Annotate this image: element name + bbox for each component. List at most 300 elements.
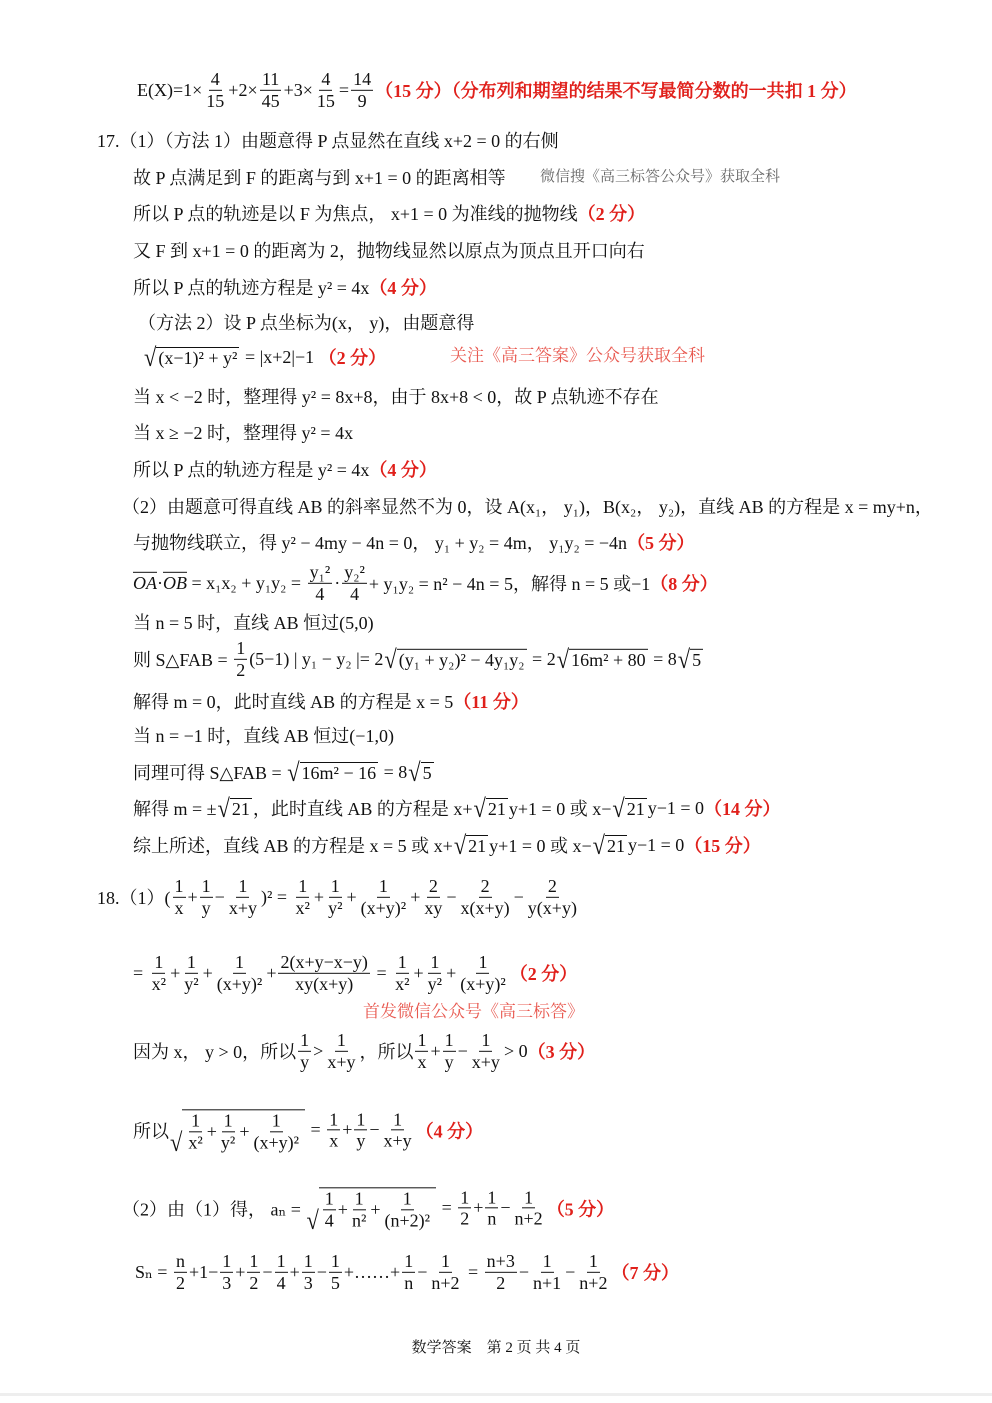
solution-line [122,1185,615,1235]
math-text: = 8 [648,648,677,669]
fraction-numerator: 1 [378,875,388,896]
square-root [287,757,378,787]
math-text: − [262,1261,273,1282]
fraction [200,876,213,918]
fraction-denominator: y [356,1130,366,1151]
fraction-denominator: (x+y)² [460,973,506,994]
fraction-numerator: 1 [174,875,184,896]
math-text: − [369,1119,380,1140]
fraction-denominator: x [174,897,184,918]
solution-line [133,164,506,190]
math-text: 21 [231,799,250,819]
solution-line [138,309,474,335]
fraction [359,876,409,918]
math-text: Sₙ = [135,1261,172,1282]
fraction [220,1251,233,1293]
math-text: = x₁x₂ + y₁y₂ = [187,572,306,593]
math-text: + [342,1119,353,1140]
fraction-numerator: 4 [321,68,331,89]
math-text: （方法 2）设 P 点坐标为(x， y)，由题意得 [138,313,475,333]
score-note: （8 分） [650,574,718,594]
fraction-denominator: x(x+y) [460,897,510,918]
math-text: − [565,1261,576,1282]
fraction [298,1030,311,1072]
math-text: y−1 = 0 [647,797,705,818]
fraction-numerator: 1 [303,1250,313,1271]
fraction [234,638,247,680]
math-text: + [170,962,181,983]
math-text: （2）由（1）得， aₙ = [122,1199,306,1219]
solution-line [133,419,353,445]
math-text: + [413,962,424,983]
math-text: 与抛物线联立，得 y² − 4my − 4n = 0， y₁ + y₂ = 4m， y₁y₂ = −4n [133,533,628,553]
fraction-denominator: x² [295,897,310,918]
solution-line [133,795,781,821]
math-text: 21 [626,799,645,819]
fraction-numerator: 1 [154,951,164,972]
math-text: + [446,962,457,983]
fraction-numerator: 4 [210,68,220,89]
fraction [315,69,337,111]
fraction [470,1030,502,1072]
math-text: ，此时直线 AB 的方程是 x+ [252,799,473,819]
fraction [326,876,344,918]
square-root [170,1107,305,1157]
fraction-numerator: n [175,1250,185,1271]
solution-line [133,1107,484,1157]
math-text: +1− [188,1261,219,1282]
fraction-numerator: 1 [478,951,488,972]
math-text: 5 [692,650,702,670]
fraction [350,1188,368,1230]
fraction-denominator: 3 [303,1272,313,1293]
fraction-denominator: y [444,1051,454,1072]
fraction [383,1188,433,1230]
math-text: 则 S△FAB = [133,650,233,670]
square-root [306,1185,436,1235]
math-text: 当 x < −2 时，整理得 y² = 8x+8，由于 8x+8 < 0，故 P 点轨迹不存在 [133,387,659,407]
math-text: + [337,1199,348,1219]
fraction-numerator: 1 [393,1108,403,1129]
fraction-numerator: y₁² [309,561,331,582]
fraction-numerator: 1 [324,1188,334,1209]
fraction-numerator: y₂² [344,561,365,582]
fraction [351,69,373,111]
watermark-search: 微信搜《高三标答公众号》获取全科 [540,169,781,185]
math-text: − [214,886,225,907]
radical-sign: √ [217,793,230,823]
math-text: · [334,572,341,593]
fraction-numerator: 1 [588,1250,598,1271]
fraction-numerator: 11 [261,68,280,89]
radical-sign: √ [287,757,300,787]
fraction [443,1030,456,1072]
radicand [230,798,252,820]
math-text: 所以 [133,1121,169,1141]
fraction [215,952,265,994]
watermark-follow: 关注《高三答案》公众号获取全科 [450,346,705,365]
radical-sign: √ [453,830,467,860]
math-text: 当 n = 5 时，直线 AB 恒过(5,0) [133,613,374,633]
solution-line [97,876,581,918]
radicand [569,649,648,671]
fraction [458,1187,471,1229]
fraction-denominator: 4 [350,583,360,604]
math-text: = [371,962,392,983]
fraction-numerator: 1 [542,1250,552,1271]
fraction-denominator: 2 [496,1272,506,1293]
fraction-denominator: x² [151,973,167,994]
fraction-numerator: 1 [222,1250,232,1271]
fraction-numerator: 1 [186,951,196,972]
math-text: 所以 P 点的轨迹方程是 y² = 4x [133,460,370,480]
fraction-numerator: 1 [249,1250,259,1271]
fraction-denominator: (x+y)² [216,973,263,994]
math-text: + y₁y₂ = n² − 4n = 5，解得 n = 5 或−1 [368,574,651,594]
solution-line [97,127,559,153]
vector: $\overline{OB}$ [163,572,187,593]
square-root [612,793,646,823]
radicand [625,798,647,820]
score-note: （2 分） [577,204,646,224]
solution-line [133,274,437,300]
fraction [251,1110,301,1152]
fraction-denominator: xy(x+y) [295,973,354,994]
fraction [458,952,508,994]
fraction-numerator: 1 [481,1029,491,1050]
solution-line [133,722,394,748]
radical-sign: √ [144,342,157,372]
fraction-numerator: 1 [298,875,308,896]
fraction-numerator: 1 [356,1108,366,1129]
solution-line [137,69,857,111]
score-note: （2 分） [318,348,387,368]
fraction-numerator: 2 [428,875,438,896]
fraction [354,1109,367,1151]
fraction [429,1251,461,1293]
fraction-denominator: n² [351,1210,367,1230]
math-text: = [463,1261,483,1282]
fraction-denominator: 4 [324,1210,334,1230]
fraction [260,69,282,111]
math-text: + [239,1121,250,1141]
fraction-numerator: 1 [440,1250,450,1271]
radical-sign: √ [473,793,486,823]
math-text: y+1 = 0 或 x− [508,799,612,819]
solution-line [135,1251,679,1293]
math-text: 综上所述，直线 AB 的方程是 x = 5 或 x+ [133,836,453,856]
fraction-numerator: 1 [329,1108,339,1129]
math-text: 故 P 点满足到 F 的距离与到 x+1 = 0 的距离相等 [133,168,506,188]
math-text: 21 [607,836,625,856]
math-text: + [410,886,421,907]
fraction [402,1251,415,1293]
radicand [605,835,627,857]
fraction-numerator: 1 [235,951,245,972]
math-text: 同理可得 S△FAB = [133,763,287,783]
solution-line [133,529,695,555]
score-note: （4 分） [369,278,437,298]
fraction-denominator: y² [328,897,343,918]
square-root [592,830,627,860]
math-text: ，所以 [359,1042,414,1062]
math-text: = [437,1197,457,1218]
math-text: + [430,1040,441,1061]
score-note: （4 分） [369,460,437,480]
fraction-denominator: (n+2)² [384,1210,431,1230]
fraction [393,952,411,994]
fraction [485,1251,517,1293]
fraction [329,1251,342,1293]
fraction [278,952,369,994]
math-text: )² = [260,886,292,907]
math-text: 18.（1）( [97,888,171,908]
radicand [421,762,434,784]
math-text: + [370,1199,381,1219]
radicand [319,1187,436,1230]
solution-line [133,609,374,635]
math-text: = [338,79,350,100]
math-text: 16m² − 16 [301,763,377,783]
fraction-numerator: 1 [330,1250,340,1271]
fraction-numerator: 1 [524,1186,534,1207]
score-note: （4 分） [415,1121,484,1141]
fraction [174,1251,187,1293]
fraction-numerator: 2 [480,875,490,896]
fraction-denominator: (x+y)² [253,1132,300,1152]
fraction [382,1109,414,1151]
score-note: （14 分） [704,799,781,819]
fraction [422,876,444,918]
math-text: − [513,886,524,907]
fraction-denominator: 15 [206,90,225,111]
math-text: − [518,1261,529,1282]
fraction-numerator: 1 [238,875,248,896]
fraction [302,1251,315,1293]
fraction-numerator: 1 [417,1029,427,1050]
radical-sign: √ [384,644,397,674]
math-text: > 0 [503,1040,528,1061]
fraction-denominator: xy [424,897,443,918]
fraction-denominator: n [487,1208,497,1229]
radical-sign: √ [677,644,691,674]
fraction-numerator: 1 [336,1029,346,1050]
fraction-numerator: 1 [430,951,440,972]
math-text: − [500,1197,511,1218]
math-text: y+1 = 0 或 x− [489,836,592,856]
fraction [204,69,226,111]
solution-line [143,344,386,370]
math-text: > [313,1040,324,1061]
math-text: 解得 m = 0，此时直线 AB 的方程是 x = 5 [133,692,454,712]
score-note: （2 分） [509,964,578,984]
math-text: E(X)=1× [137,79,203,100]
math-text: · [157,572,163,593]
fraction-denominator: y [300,1051,310,1072]
page-edge [0,1393,992,1396]
math-text: + [235,1261,246,1282]
solution-line [133,237,645,263]
solution-line [133,688,529,714]
fraction [526,876,579,918]
radicand [690,649,703,671]
solution-line [133,759,435,785]
fraction-numerator: 1 [223,1110,233,1131]
fraction [531,1251,563,1293]
math-text: 21 [487,799,506,819]
solution-line [133,383,659,409]
solution-line [122,493,933,519]
fraction-numerator: 1 [460,1186,470,1207]
fraction-numerator: 1 [201,875,211,896]
square-root [217,793,252,823]
fraction [513,1187,545,1229]
math-text: + [266,962,277,983]
radicand [182,1109,305,1152]
math-text: 当 n = −1 时，直线 AB 恒过(−1,0) [133,726,394,746]
math-text: +3× [283,79,313,100]
math-text: 解得 m = ± [133,799,217,819]
fraction-numerator: 14 [353,68,372,89]
fraction-denominator: 3 [222,1272,232,1293]
square-root [453,830,488,860]
radicand [486,798,508,820]
math-text: 所以 P 点的轨迹是以 F 为焦点， x+1 = 0 为准线的抛物线 [133,204,578,224]
fraction [227,876,259,918]
math-text: + [313,886,325,907]
square-root [473,793,508,823]
math-text: 16m² + 80 [571,650,646,670]
fraction [325,1030,357,1072]
fraction [247,1251,260,1293]
fraction [415,1030,428,1072]
solution-line [133,1030,595,1072]
fraction-numerator: 1 [271,1110,281,1131]
math-text: 5 [422,763,432,783]
math-text: (x−1)² + y² [158,348,238,368]
fraction-denominator: n [404,1272,414,1293]
radical-sign: √ [170,1127,183,1157]
fraction [294,876,312,918]
solution-line [133,200,645,226]
page-footer: 数学答案 第 2 页 共 4 页 [411,1340,581,1356]
fraction-denominator: x² [188,1132,203,1152]
fraction-denominator: x+y [327,1051,356,1072]
math-text: = [306,1119,326,1140]
math-text: + [346,886,357,907]
score-note: （3 分） [527,1042,596,1062]
fraction-denominator: x+y [228,897,257,918]
fraction-denominator: 4 [276,1272,286,1293]
math-text: 因为 x， y > 0，所以 [133,1042,297,1062]
fraction-denominator: n+1 [532,1272,562,1293]
score-note: （11 分） [453,692,529,712]
fraction-numerator: 1 [402,1188,412,1209]
fraction [323,1188,336,1230]
fraction [577,1251,609,1293]
fraction-denominator: y(x+y) [527,897,577,918]
radicand [466,835,488,857]
fraction-denominator: 2 [175,1272,185,1293]
fraction [459,876,512,918]
fraction-numerator: 2(x+y−x−y) [280,951,368,972]
fraction-denominator: y² [427,973,443,994]
fraction-denominator: 2 [249,1272,259,1293]
square-root [556,644,648,674]
square-root [384,644,526,674]
fraction [426,952,444,994]
fraction-denominator: x+y [471,1051,500,1072]
fraction-denominator: x+y [383,1130,412,1151]
score-note: （5 分） [627,533,695,553]
math-text: 又 F 到 x+1 = 0 的距离为 2，抛物线显然以原点为顶点且开口向右 [133,241,645,261]
math-text: = [133,962,148,983]
fraction-numerator: 1 [191,1110,201,1131]
fraction-denominator: x [417,1051,427,1072]
math-text: （2）由题意可得直线 AB 的斜率显然不为 0，设 A(x₁， y₁)，B(x₂， y₂)，直线 AB 的方程是 x = my+n， [122,497,933,517]
fraction-numerator: 2 [547,875,557,896]
fraction [182,952,200,994]
fraction-denominator: y² [184,973,199,994]
fraction-numerator: 1 [404,1250,414,1271]
math-text: + [206,1121,217,1141]
math-text: + [473,1197,484,1218]
math-text: + [202,962,213,983]
fraction-denominator: n+2 [514,1208,543,1229]
score-note: （5 分） [546,1199,615,1219]
fraction-denominator: 15 [316,90,335,111]
fraction-numerator: 1 [397,951,407,972]
math-text: = |x+2|−1 [240,346,319,367]
math-text: = 2 [527,648,556,669]
fraction-denominator: 9 [357,90,367,111]
radicand [300,762,379,784]
math-text: = 8 [379,761,408,782]
fraction-numerator: 1 [330,875,340,896]
math-text: − [446,886,457,907]
fraction-numerator: n+3 [486,1250,515,1271]
math-text: − [457,1040,468,1061]
square-root [408,757,433,787]
solution-line [133,832,761,858]
math-text: + [187,886,198,907]
radical-sign: √ [408,757,421,787]
fraction [275,1251,288,1293]
solution-line [133,562,718,604]
math-text: 所以 P 点的轨迹方程是 y² = 4x [133,278,370,298]
fraction-denominator: 45 [261,90,280,111]
fraction-denominator: y² [220,1132,236,1152]
fraction [485,1187,498,1229]
math-text: + [289,1261,300,1282]
fraction [219,1110,237,1152]
math-text: y−1 = 0 [628,834,685,855]
math-text: − [417,1261,428,1282]
score-note: （15 分） [684,836,761,856]
radical-sign: √ [306,1205,319,1235]
math-text: +……+ [343,1261,401,1282]
fraction [308,562,333,604]
fraction-numerator: 1 [354,1188,364,1209]
fraction-numerator: 1 [300,1029,310,1050]
radical-sign: √ [556,644,570,674]
watermark-first-publish: 首发微信公众号《高三标答》 [363,1002,584,1021]
radical-sign: √ [612,793,625,823]
fraction-numerator: 1 [487,1186,497,1207]
radicand [397,649,527,671]
fraction-numerator: 1 [276,1250,286,1271]
radicand [156,347,239,369]
